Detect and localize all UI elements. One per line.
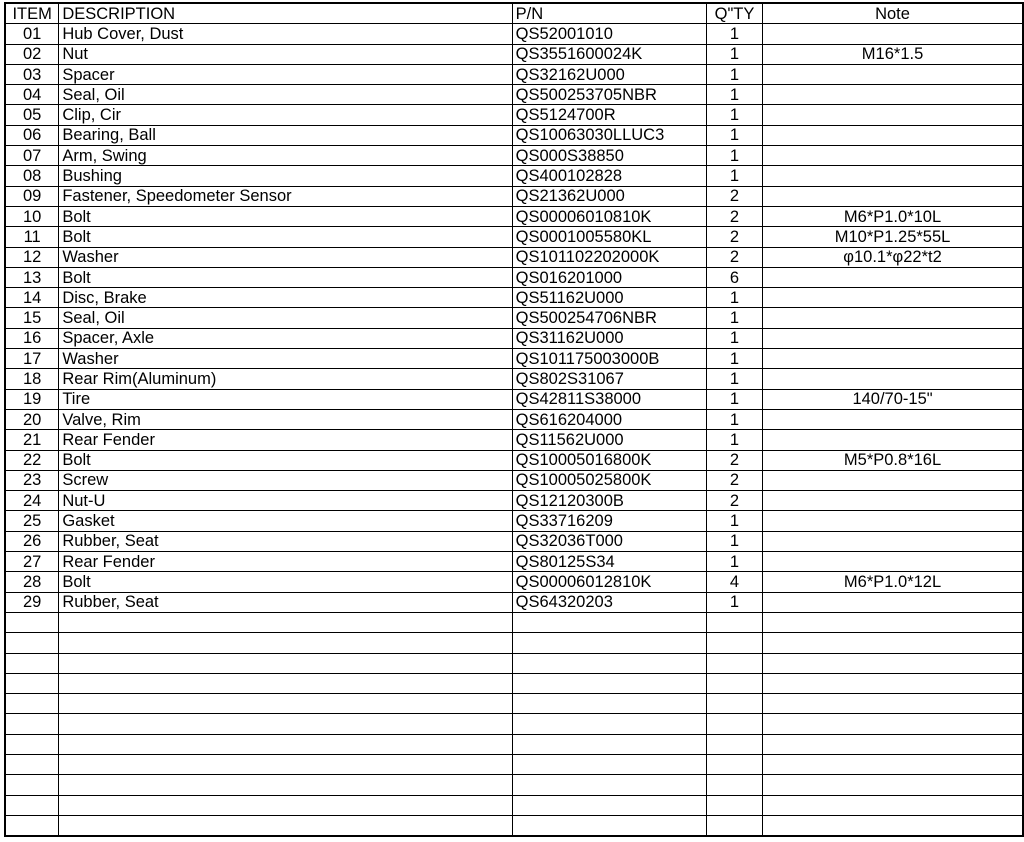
part-number-cell: QS10063030LLUC3 [512,125,706,145]
part-number-cell: QS52001010 [512,24,706,44]
item-cell [5,714,59,734]
note-cell [763,369,1023,389]
item-cell: 05 [5,105,59,125]
table-row [5,612,1023,632]
part-number-cell [512,653,706,673]
parts-list-table [4,2,1024,837]
quantity-cell: 1 [706,125,762,145]
part-number-cell: QS32162U000 [512,64,706,84]
note-cell [763,694,1023,714]
part-number-cell [512,612,706,632]
table-row [5,44,1023,64]
quantity-cell: 2 [706,186,762,206]
part-number-cell: QS11562U000 [512,430,706,450]
description-cell: Nut-U [59,491,512,511]
part-number-cell: QS016201000 [512,267,706,287]
table-row [5,64,1023,84]
table-row [5,694,1023,714]
description-cell: Spacer [59,64,512,84]
table-row [5,308,1023,328]
part-number-cell: QS33716209 [512,511,706,531]
item-cell: 13 [5,267,59,287]
item-cell [5,633,59,653]
table-row [5,673,1023,693]
table-body [5,24,1023,836]
header-row [5,3,1023,24]
table-row [5,146,1023,166]
item-cell: 09 [5,186,59,206]
note-cell: 140/70-15" [763,389,1023,409]
table-row [5,734,1023,754]
description-cell: Disc, Brake [59,288,512,308]
description-cell: Gasket [59,511,512,531]
item-cell [5,754,59,774]
table-row [5,754,1023,774]
table-row [5,795,1023,815]
note-cell [763,775,1023,795]
part-number-cell: QS31162U000 [512,328,706,348]
note-cell [763,714,1023,734]
description-cell [59,714,512,734]
note-cell: M5*P0.8*16L [763,450,1023,470]
table-row [5,470,1023,490]
table-row [5,714,1023,734]
part-number-cell: QS400102828 [512,166,706,186]
quantity-cell: 2 [706,247,762,267]
part-number-cell: QS21362U000 [512,186,706,206]
header-description: DESCRIPTION [59,3,512,24]
item-cell [5,673,59,693]
item-cell: 21 [5,430,59,450]
description-cell: Bolt [59,227,512,247]
table-row [5,572,1023,592]
quantity-cell: 1 [706,389,762,409]
part-number-cell: QS12120300B [512,491,706,511]
quantity-cell: 2 [706,491,762,511]
note-cell: φ10.1*φ22*t2 [763,247,1023,267]
table-row [5,227,1023,247]
description-cell [59,653,512,673]
description-cell: Rubber, Seat [59,531,512,551]
note-cell [763,166,1023,186]
quantity-cell [706,694,762,714]
note-cell [763,328,1023,348]
note-cell [763,612,1023,632]
note-cell [763,64,1023,84]
note-cell [763,673,1023,693]
table-row [5,450,1023,470]
part-number-cell: QS101175003000B [512,349,706,369]
part-number-cell: QS10005016800K [512,450,706,470]
note-cell: M10*P1.25*55L [763,227,1023,247]
quantity-cell: 1 [706,64,762,84]
quantity-cell: 4 [706,572,762,592]
table-row [5,288,1023,308]
description-cell: Bolt [59,572,512,592]
item-cell: 24 [5,491,59,511]
note-cell [763,146,1023,166]
part-number-cell: QS00006012810K [512,572,706,592]
quantity-cell [706,815,762,836]
quantity-cell: 1 [706,24,762,44]
note-cell: M6*P1.0*10L [763,206,1023,226]
description-cell: Valve, Rim [59,409,512,429]
note-cell [763,430,1023,450]
part-number-cell: QS5124700R [512,105,706,125]
item-cell: 12 [5,247,59,267]
note-cell [763,85,1023,105]
item-cell: 29 [5,592,59,612]
item-cell [5,815,59,836]
part-number-cell: QS10005025800K [512,470,706,490]
quantity-cell: 1 [706,349,762,369]
note-cell [763,409,1023,429]
part-number-cell: QS51162U000 [512,288,706,308]
table-row [5,85,1023,105]
quantity-cell: 1 [706,85,762,105]
description-cell [59,633,512,653]
quantity-cell [706,612,762,632]
item-cell: 19 [5,389,59,409]
note-cell [763,795,1023,815]
part-number-cell: QS500253705NBR [512,85,706,105]
table-row [5,267,1023,287]
note-cell [763,288,1023,308]
description-cell: Hub Cover, Dust [59,24,512,44]
table-row [5,206,1023,226]
quantity-cell: 1 [706,328,762,348]
part-number-cell [512,673,706,693]
description-cell: Rear Fender [59,430,512,450]
note-cell [763,24,1023,44]
note-cell [763,815,1023,836]
table-row [5,125,1023,145]
description-cell: Bolt [59,267,512,287]
note-cell [763,754,1023,774]
description-cell: Fastener, Speedometer Sensor [59,186,512,206]
item-cell: 04 [5,85,59,105]
note-cell [763,592,1023,612]
description-cell: Rear Rim(Aluminum) [59,369,512,389]
quantity-cell [706,653,762,673]
item-cell [5,734,59,754]
description-cell: Bearing, Ball [59,125,512,145]
part-number-cell [512,633,706,653]
quantity-cell [706,754,762,774]
item-cell: 20 [5,409,59,429]
part-number-cell: QS42811S38000 [512,389,706,409]
description-cell: Bushing [59,166,512,186]
part-number-cell: QS616204000 [512,409,706,429]
note-cell [763,125,1023,145]
quantity-cell: 1 [706,552,762,572]
part-number-cell [512,694,706,714]
description-cell [59,795,512,815]
item-cell: 07 [5,146,59,166]
quantity-cell [706,734,762,754]
item-cell: 25 [5,511,59,531]
quantity-cell: 1 [706,308,762,328]
item-cell: 16 [5,328,59,348]
quantity-cell: 1 [706,288,762,308]
quantity-cell: 1 [706,430,762,450]
item-cell [5,694,59,714]
note-cell [763,186,1023,206]
item-cell: 02 [5,44,59,64]
quantity-cell: 1 [706,44,762,64]
description-cell [59,815,512,836]
description-cell: Screw [59,470,512,490]
quantity-cell: 1 [706,531,762,551]
table-row [5,186,1023,206]
quantity-cell: 2 [706,206,762,226]
note-cell [763,653,1023,673]
quantity-cell: 2 [706,470,762,490]
part-number-cell [512,714,706,734]
part-number-cell: QS000S38850 [512,146,706,166]
table-row [5,247,1023,267]
header-note: Note [763,3,1023,24]
part-number-cell: QS80125S34 [512,552,706,572]
item-cell [5,612,59,632]
description-cell: Bolt [59,206,512,226]
description-cell [59,673,512,693]
item-cell: 23 [5,470,59,490]
part-number-cell: QS3551600024K [512,44,706,64]
description-cell [59,734,512,754]
part-number-cell: QS802S31067 [512,369,706,389]
quantity-cell: 6 [706,267,762,287]
table-row [5,24,1023,44]
item-cell [5,653,59,673]
part-number-cell: QS00006010810K [512,206,706,226]
table-row [5,105,1023,125]
item-cell [5,775,59,795]
item-cell: 08 [5,166,59,186]
quantity-cell: 2 [706,450,762,470]
note-cell: M6*P1.0*12L [763,572,1023,592]
description-cell: Arm, Swing [59,146,512,166]
quantity-cell: 1 [706,146,762,166]
item-cell: 14 [5,288,59,308]
description-cell [59,612,512,632]
item-cell: 17 [5,349,59,369]
quantity-cell: 1 [706,166,762,186]
description-cell: Tire [59,389,512,409]
quantity-cell [706,633,762,653]
description-cell: Washer [59,349,512,369]
note-cell [763,267,1023,287]
description-cell: Seal, Oil [59,85,512,105]
quantity-cell: 1 [706,409,762,429]
part-number-cell: QS32036T000 [512,531,706,551]
table-row [5,511,1023,531]
part-number-cell: QS500254706NBR [512,308,706,328]
item-cell: 11 [5,227,59,247]
table-row [5,633,1023,653]
item-cell [5,795,59,815]
item-cell: 22 [5,450,59,470]
quantity-cell [706,795,762,815]
table-row [5,349,1023,369]
part-number-cell: QS101102202000K [512,247,706,267]
item-cell: 01 [5,24,59,44]
note-cell [763,531,1023,551]
description-cell: Nut [59,44,512,64]
header-item: ITEM [5,3,59,24]
quantity-cell: 2 [706,227,762,247]
description-cell: Clip, Cir [59,105,512,125]
item-cell: 28 [5,572,59,592]
note-cell [763,734,1023,754]
table-row [5,369,1023,389]
item-cell: 03 [5,64,59,84]
part-number-cell: QS0001005580KL [512,227,706,247]
table-row [5,592,1023,612]
note-cell: M16*1.5 [763,44,1023,64]
table-row [5,430,1023,450]
table-row [5,653,1023,673]
header-part-number: P/N [512,3,706,24]
note-cell [763,511,1023,531]
part-number-cell: QS64320203 [512,592,706,612]
quantity-cell [706,714,762,734]
note-cell [763,349,1023,369]
description-cell: Rear Fender [59,552,512,572]
part-number-cell [512,815,706,836]
quantity-cell [706,775,762,795]
note-cell [763,633,1023,653]
note-cell [763,552,1023,572]
part-number-cell [512,734,706,754]
item-cell: 26 [5,531,59,551]
description-cell: Bolt [59,450,512,470]
description-cell: Spacer, Axle [59,328,512,348]
quantity-cell: 1 [706,105,762,125]
note-cell [763,105,1023,125]
table-row [5,409,1023,429]
description-cell [59,694,512,714]
note-cell [763,308,1023,328]
table-row [5,491,1023,511]
header-quantity: Q"TY [706,3,762,24]
description-cell: Rubber, Seat [59,592,512,612]
item-cell: 10 [5,206,59,226]
part-number-cell [512,795,706,815]
table-row [5,552,1023,572]
description-cell [59,754,512,774]
item-cell: 15 [5,308,59,328]
table-row [5,389,1023,409]
part-number-cell [512,775,706,795]
item-cell: 27 [5,552,59,572]
note-cell [763,491,1023,511]
table-row [5,166,1023,186]
description-cell: Seal, Oil [59,308,512,328]
part-number-cell [512,754,706,774]
quantity-cell: 1 [706,592,762,612]
table-row [5,815,1023,836]
quantity-cell: 1 [706,369,762,389]
table-row [5,775,1023,795]
quantity-cell: 1 [706,511,762,531]
description-cell: Washer [59,247,512,267]
note-cell [763,470,1023,490]
quantity-cell [706,673,762,693]
item-cell: 06 [5,125,59,145]
description-cell [59,775,512,795]
item-cell: 18 [5,369,59,389]
table-row [5,328,1023,348]
table-row [5,531,1023,551]
